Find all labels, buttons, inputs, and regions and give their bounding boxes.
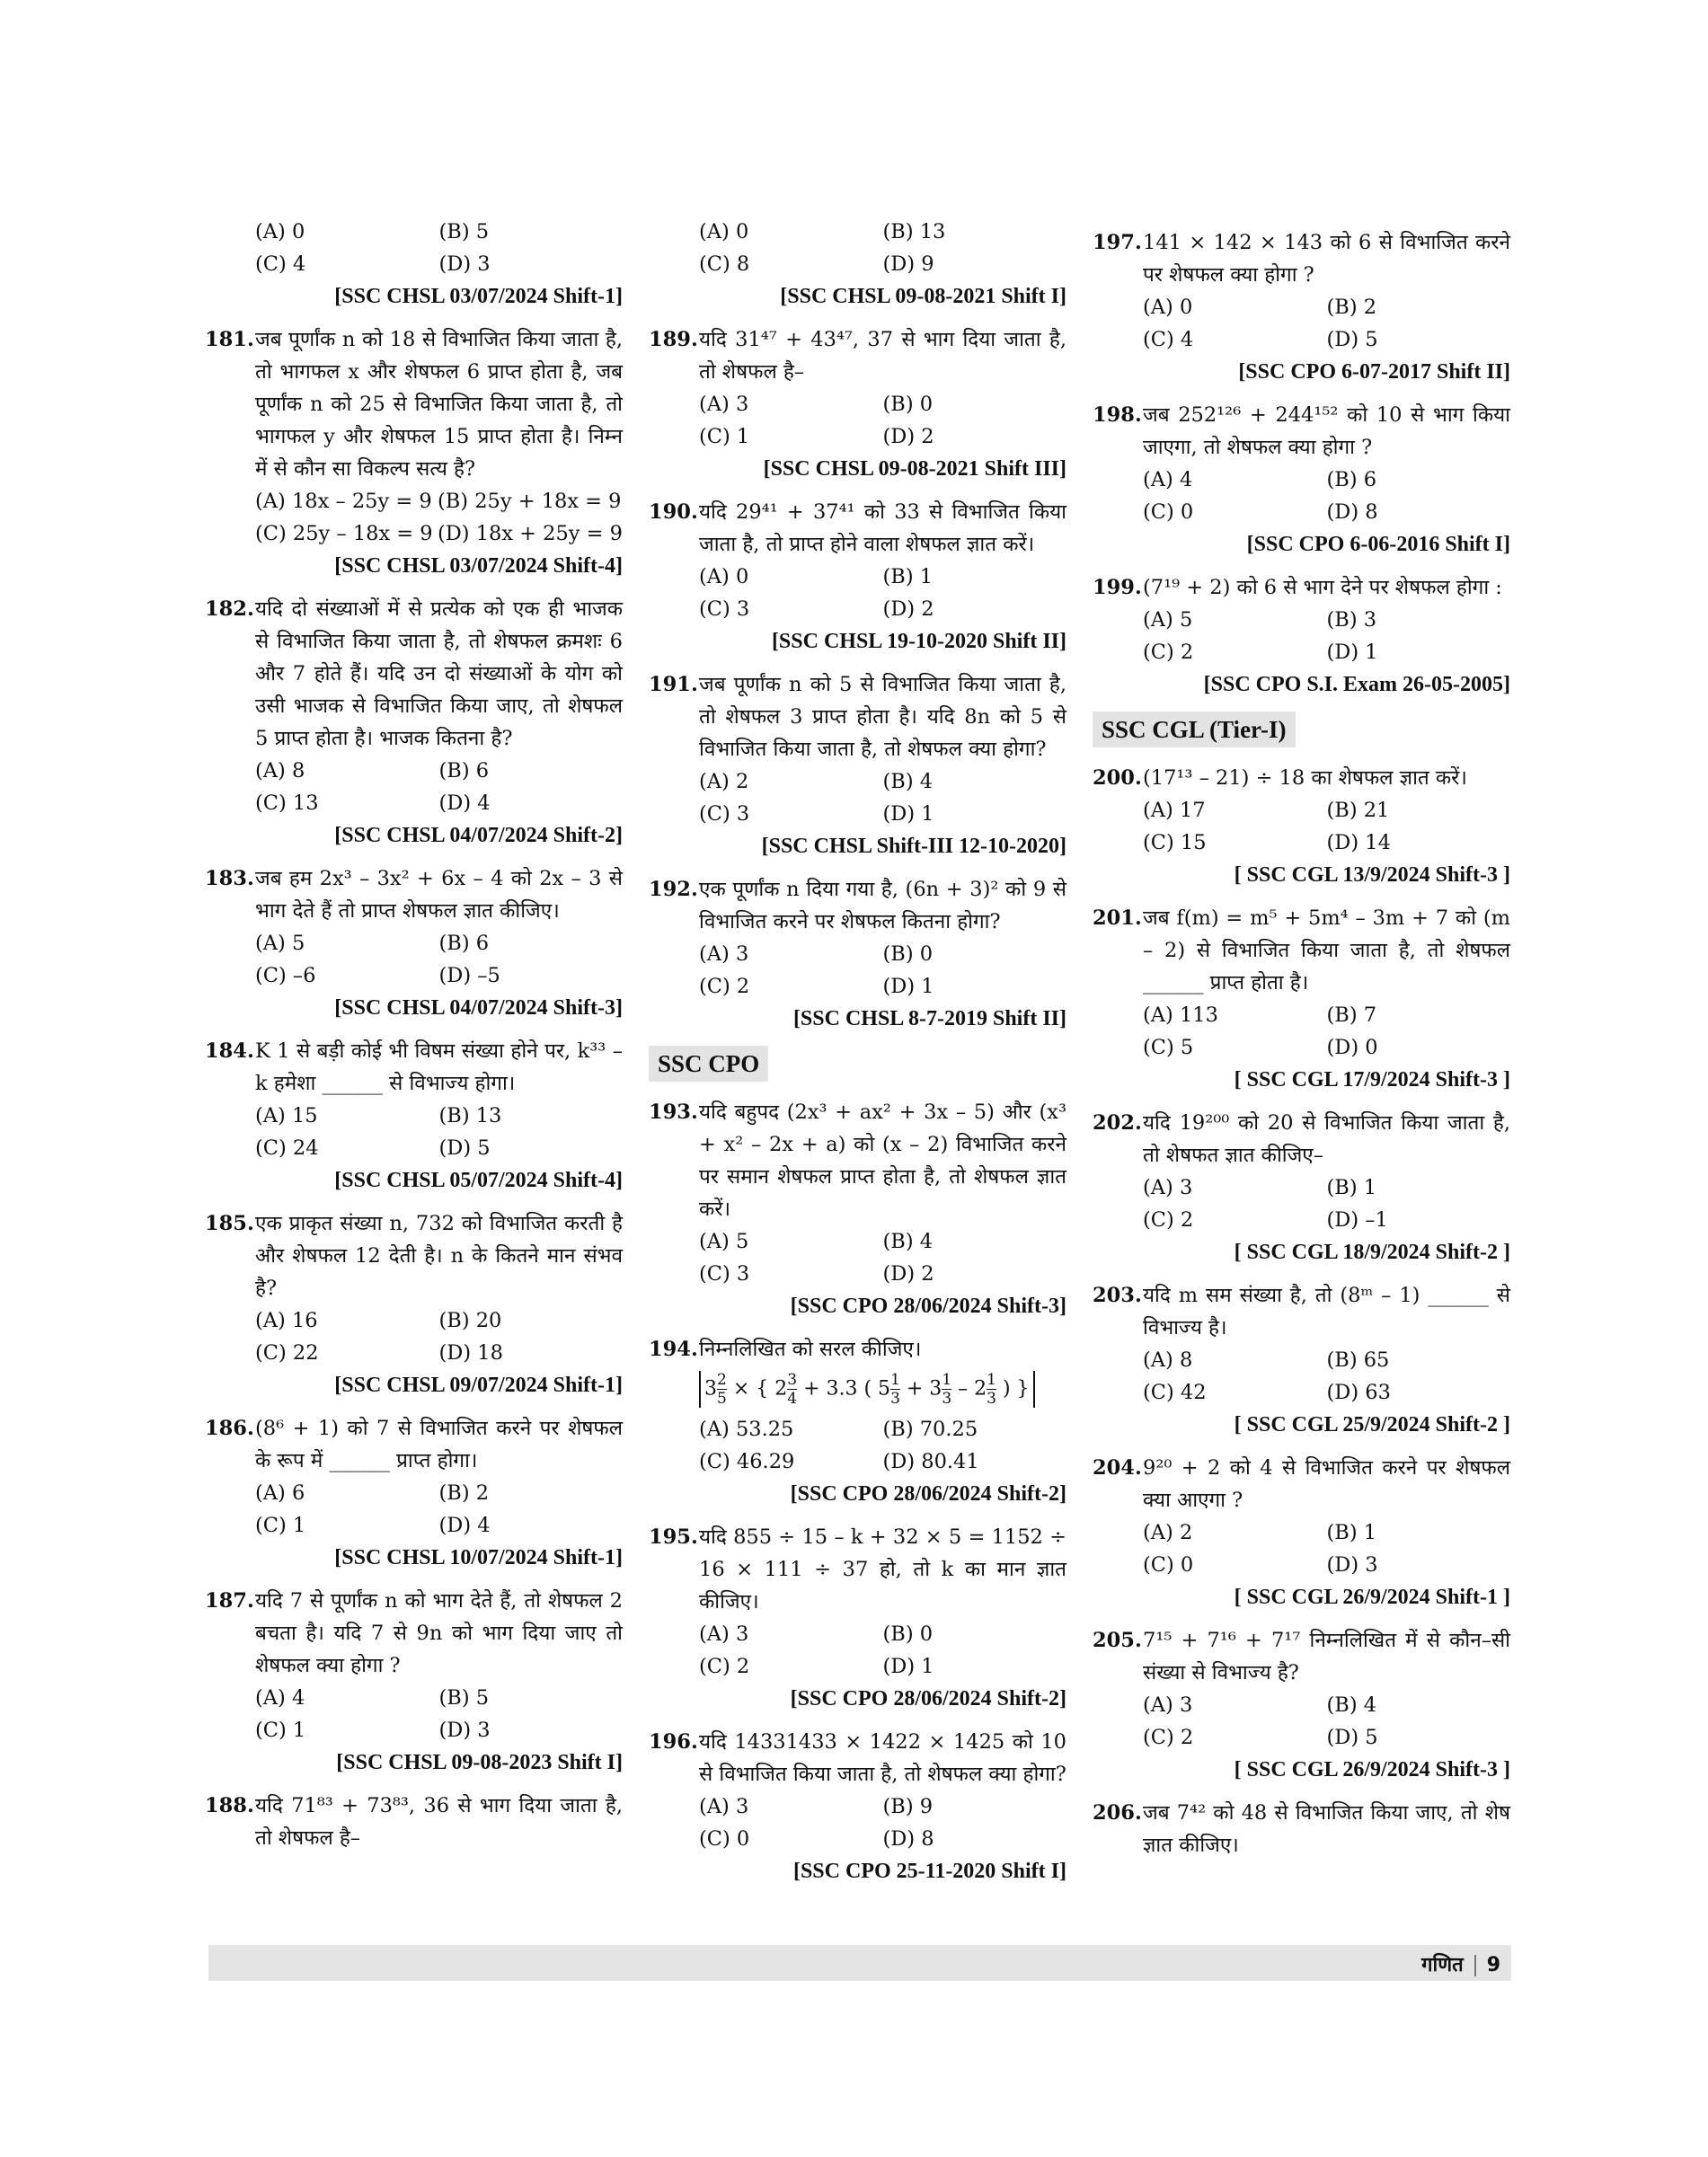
question-text: निम्नलिखित को सरल कीजिए। <box>699 1338 922 1361</box>
question <box>649 1096 1066 1225</box>
question-text: यदि 14331433 × 1422 × 1425 को 10 से विभाजित किया जाता है, तो शेषफल क्या होगा? <box>699 1730 1066 1786</box>
question <box>205 1035 623 1100</box>
answer-option: (C) 0 <box>1143 1553 1194 1577</box>
question-text: K 1 से बड़ी कोई भी विषम संख्या होने पर, k³³ – k हमेशा ______ से विभाज्य होगा। <box>255 1039 623 1095</box>
exam-source: [SSC CHSL 10/07/2024 Shift-1] <box>334 1546 623 1569</box>
answer-options <box>649 388 1066 453</box>
answer-option: (B) 13 <box>438 1104 502 1127</box>
answer-option: (C) 0 <box>699 1827 750 1851</box>
answer-option: (C) 2 <box>699 975 750 998</box>
question-text: यदि 31⁴⁷ + 43⁴⁷, 37 से भाग दिया जाता है, तो शेषफल है– <box>699 328 1066 384</box>
question-number: 194. <box>649 1338 698 1361</box>
answer-option: (C) 8 <box>699 252 750 276</box>
question-block <box>205 323 623 582</box>
question-block <box>649 496 1066 658</box>
question-number: 191. <box>649 673 698 696</box>
answer-option: (D) 1 <box>882 802 934 826</box>
question-block <box>649 1096 1066 1322</box>
question-text: (8⁶ + 1) को 7 से विभाजित करने पर शेषफल के रूप में ______ प्राप्त होगा। <box>255 1417 623 1472</box>
answer-options <box>205 1304 623 1369</box>
answer-options <box>1093 1171 1510 1236</box>
question-number: 195. <box>649 1525 698 1549</box>
answer-options <box>649 1618 1066 1683</box>
question-text: यदि दो संख्याओं में से प्रत्येक को एक ही भाजक से विभाजित किया जाता है, तो शेषफल क्रमशः 6 और 7 होते हैं। यदि उन दो संख्याओं के योग को उसी भाजक से विभाजित किया जाए, तो शेषफल 5 प्राप्त होता है। भाजक कितना है? <box>255 597 623 750</box>
question-number: 193. <box>649 1101 698 1124</box>
answer-option: (B) 6 <box>438 759 490 782</box>
question-text: यदि 855 ÷ 15 – k + 32 × 5 = 1152 ÷ 16 × 111 ÷ 37 हो, तो k का मान ज्ञात कीजिए। <box>699 1525 1066 1613</box>
answer-option: (B) 0 <box>882 393 934 416</box>
exam-source: [SSC CHSL 19-10-2020 Shift II] <box>771 630 1066 653</box>
question-text: 7¹⁵ + 7¹⁶ + 7¹⁷ निम्नलिखित में से कौन–सी संख्या से विभाज्य है? <box>1143 1629 1510 1684</box>
exam-source: [SSC CPO 6-07-2017 Shift II] <box>1238 360 1510 384</box>
answer-option: (B) 2 <box>1326 296 1377 319</box>
exam-source: [ SSC CGL 25/9/2024 Shift-2 ] <box>1234 1413 1510 1437</box>
question-number: 203. <box>1093 1284 1142 1307</box>
answer-option: (C) 42 <box>1143 1381 1207 1404</box>
question-text: (7¹⁹ + 2) को 6 से भाग देने पर शेषफल होगा : <box>1143 576 1502 599</box>
question-text: यदि 19²⁰⁰ को 20 से विभाजित किया जाता है, तो शेषफत ज्ञात कीजिए– <box>1143 1111 1510 1167</box>
answer-option: (B) 2 <box>438 1481 490 1505</box>
question-number: 185. <box>205 1212 254 1235</box>
answer-option: (B) 70.25 <box>882 1418 978 1441</box>
question-number: 204. <box>1093 1456 1142 1480</box>
answer-options <box>205 755 623 819</box>
answer-options <box>1093 794 1510 859</box>
question-number: 199. <box>1093 576 1142 599</box>
question-block <box>1093 762 1510 891</box>
question-block <box>1093 1797 1510 1861</box>
answer-option: (D) –1 <box>1326 1208 1388 1232</box>
answer-options <box>649 1413 1066 1478</box>
question-text: एक पूर्णांक n दिया गया है, (6n + 3)² को 9 से विभाजित करने पर शेषफल कितना होगा? <box>699 878 1066 933</box>
answer-option: (B) 13 <box>882 220 946 243</box>
answer-option: (B) 4 <box>1326 1693 1377 1717</box>
answer-option: (A) 4 <box>255 1686 305 1710</box>
question-number: 198. <box>1093 403 1142 427</box>
answer-option: (C) 1 <box>255 1719 306 1742</box>
question-text: यदि बहुपद (2x³ + ax² + 3x – 5) और (x³ + x² – 2x + a) को (x – 2) विभाजित करने पर समान शेषफल प्राप्त होता है, तो शेषफल ज्ञात करें। <box>699 1101 1066 1221</box>
answer-option: (C) 4 <box>255 252 306 276</box>
answer-option: (C) 3 <box>699 1262 750 1286</box>
answer-option: (A) 3 <box>1143 1693 1193 1717</box>
question-text: यदि 7 से पूर्णांक n को भाग देते हैं, तो शेषफल 2 बचता है। यदि 7 से 9n को भाग दिया जाए तो शेषफल क्या होगा ? <box>255 1589 623 1677</box>
question-block <box>649 1726 1066 1887</box>
exam-source: [SSC CHSL 04/07/2024 Shift-3] <box>334 996 623 1020</box>
question-block <box>205 1790 623 1854</box>
answer-option: (A) 8 <box>255 759 305 782</box>
question <box>649 1726 1066 1790</box>
column-left <box>205 216 623 1854</box>
question-number: 190. <box>649 500 698 524</box>
answer-option: (B) 5 <box>438 1686 490 1710</box>
answer-options <box>1093 464 1510 528</box>
answer-option: (D) 9 <box>882 252 934 276</box>
answer-option: (B) 0 <box>882 942 934 966</box>
answer-options <box>649 765 1066 830</box>
exam-source: [SSC CHSL Shift-III 12-10-2020] <box>761 835 1066 858</box>
answer-option: (A) 3 <box>699 1622 749 1646</box>
exam-source: [ SSC CGL 26/9/2024 Shift-1 ] <box>1234 1586 1510 1609</box>
answer-options <box>649 938 1066 1003</box>
answer-option: (A) 8 <box>1143 1348 1193 1372</box>
answer-option: (B) 6 <box>438 932 490 955</box>
exam-source: [SSC CHSL 03/07/2024 Shift-1] <box>334 285 623 308</box>
answer-option: (B) 20 <box>438 1309 502 1332</box>
question-number: 183. <box>205 867 254 890</box>
answer-option: (A) 17 <box>1143 799 1206 822</box>
question-text: 141 × 142 × 143 को 6 से विभाजित करने पर शेषफल क्या होगा ? <box>1143 231 1510 287</box>
question <box>205 1585 623 1682</box>
answer-option: (D) 14 <box>1326 831 1391 854</box>
question-number: 206. <box>1093 1801 1142 1825</box>
answer-option: (D) 5 <box>1326 328 1378 351</box>
question-number: 196. <box>649 1730 698 1754</box>
question-number: 205. <box>1093 1629 1142 1652</box>
question-block <box>205 593 623 852</box>
exam-source: [SSC CPO 28/06/2024 Shift-2] <box>790 1482 1066 1506</box>
question-block <box>1093 571 1510 701</box>
question-block <box>649 1521 1066 1715</box>
question-text: (17¹³ – 21) ÷ 18 का शेषफल ज्ञात करें। <box>1143 766 1467 790</box>
answer-option: (D) 5 <box>1326 1726 1378 1749</box>
column-right <box>1093 216 1510 1861</box>
answer-option: (C) 24 <box>255 1136 319 1160</box>
exam-source: [SSC CHSL 05/07/2024 Shift-4] <box>334 1169 623 1192</box>
answer-option: (C) –6 <box>255 964 316 987</box>
question-number: 189. <box>649 328 698 351</box>
question-block <box>649 216 1066 313</box>
question-number: 202. <box>1093 1111 1142 1135</box>
question <box>205 1412 623 1477</box>
question-text: जब 252¹²⁶ + 244¹⁵² को 10 से भाग किया जाएगा, तो शेषफल क्या होगा ? <box>1143 403 1510 459</box>
page-footer <box>208 1945 1511 1981</box>
question <box>1093 1797 1510 1861</box>
question <box>205 1207 623 1304</box>
exam-source: [SSC CHSL 09-08-2023 Shift I] <box>336 1751 623 1774</box>
answer-option: (A) 4 <box>1143 468 1193 491</box>
answer-options <box>1093 1689 1510 1754</box>
answer-option: (A) 2 <box>1143 1521 1193 1544</box>
answer-option: (B) 25y + 18x = 9 <box>437 490 622 513</box>
answer-option: (A) 6 <box>255 1481 305 1505</box>
exam-source: [SSC CPO 28/06/2024 Shift-2] <box>790 1687 1066 1711</box>
question-block <box>205 216 623 313</box>
question <box>1093 1624 1510 1689</box>
question <box>649 323 1066 388</box>
answer-option: (A) 53.25 <box>699 1418 794 1441</box>
question <box>1093 399 1510 464</box>
exam-source: [SSC CHSL 8-7-2019 Shift II] <box>792 1007 1066 1030</box>
exam-source: [ SSC CGL 18/9/2024 Shift-2 ] <box>1234 1241 1510 1264</box>
answer-option: (C) 3 <box>699 597 750 621</box>
answer-option: (B) 1 <box>882 565 934 588</box>
question-block <box>1093 399 1510 561</box>
section-heading: SSC CPO <box>649 1046 768 1082</box>
answer-options <box>649 561 1066 625</box>
answer-option: (A) 5 <box>699 1230 749 1253</box>
exam-source: [SSC CHSL 09-08-2021 Shift III] <box>763 457 1066 481</box>
answer-options <box>1093 604 1510 668</box>
question <box>649 668 1066 765</box>
answer-option: (A) 3 <box>699 393 749 416</box>
question-block <box>1093 902 1510 1096</box>
answer-option: (D) 4 <box>438 1514 491 1537</box>
answer-option: (C) 13 <box>255 791 319 815</box>
answer-options <box>205 216 623 280</box>
answer-option: (C) 0 <box>1143 500 1194 524</box>
answer-option: (A) 0 <box>255 220 305 243</box>
question-block <box>1093 226 1510 388</box>
answer-option: (D) 1 <box>882 1655 934 1678</box>
answer-option: (A) 3 <box>699 942 749 966</box>
answer-option: (D) 63 <box>1326 1381 1391 1404</box>
question <box>649 873 1066 938</box>
answer-option: (B) 0 <box>882 1622 934 1646</box>
exam-source: [ SSC CGL 17/9/2024 Shift-3 ] <box>1234 1068 1510 1092</box>
question-text: यदि 71⁸³ + 73⁸³, 36 से भाग दिया जाता है, तो शेषफल है– <box>255 1794 623 1850</box>
question <box>649 1521 1066 1618</box>
answer-option: (D) 80.41 <box>882 1450 979 1473</box>
exam-source: [ SSC CGL 13/9/2024 Shift-3 ] <box>1234 863 1510 887</box>
question-block <box>205 1585 623 1779</box>
answer-option: (C) 25y – 18x = 9 <box>255 522 433 545</box>
question <box>649 1333 1066 1366</box>
question-number: 187. <box>205 1589 254 1613</box>
answer-option: (C) 2 <box>699 1655 750 1678</box>
answer-option: (B) 6 <box>1326 468 1377 491</box>
answer-option: (D) 18 <box>438 1341 503 1365</box>
answer-option: (D) 2 <box>882 597 934 621</box>
answer-option: (C) 22 <box>255 1341 319 1365</box>
answer-option: (D) 3 <box>1326 1553 1378 1577</box>
question-number: 184. <box>205 1039 254 1063</box>
answer-option: (A) 0 <box>1143 296 1193 319</box>
footer-divider <box>1474 1955 1476 1976</box>
question <box>205 593 623 755</box>
footer-subject: गणित <box>1421 1954 1464 1976</box>
answer-options <box>205 485 623 550</box>
exam-source: [SSC CHSL 04/07/2024 Shift-2] <box>334 824 623 847</box>
question-block <box>1093 1624 1510 1786</box>
answer-option: (B) 3 <box>1326 608 1377 632</box>
question-text: एक प्राकृत संख्या n, 732 को विभाजित करती है और शेषफल 12 देती है। n के कितने मान संभव है? <box>255 1212 623 1300</box>
exam-source: [SSC CPO S.I. Exam 26-05-2005] <box>1203 673 1510 696</box>
question-text: जब पूर्णांक n को 5 से विभाजित किया जाता है, तो शेषफल 3 प्राप्त होता है। यदि 8n को 5 से विभाजित किया जाता है, तो शेषफल क्या होगा? <box>699 673 1066 761</box>
question-block <box>649 1333 1066 1510</box>
answer-option: (C) 2 <box>1143 641 1194 664</box>
answer-option: (C) 4 <box>1143 328 1194 351</box>
answer-option: (D) –5 <box>438 964 500 987</box>
answer-option: (A) 0 <box>699 565 749 588</box>
answer-option: (A) 5 <box>1143 608 1193 632</box>
question-block <box>205 1035 623 1197</box>
answer-option: (D) 8 <box>882 1827 934 1851</box>
math-expression: 3 $\frac{2}{5}$ × { 2 $\frac{3}{4}$ + 3.3 ( 5 $\frac{1}{3}$ + 3 $\frac{1}{3}$ – 2 $\frac{1}{3}$ ) } <box>649 1371 1066 1408</box>
question-number: 182. <box>205 597 254 621</box>
answer-option: (B) 5 <box>438 220 490 243</box>
question <box>1093 226 1510 291</box>
answer-option: (D) 2 <box>882 425 934 448</box>
answer-option: (C) 46.29 <box>699 1450 795 1473</box>
question <box>1093 571 1510 604</box>
answer-option: (A) 5 <box>255 932 305 955</box>
answer-option: (A) 3 <box>1143 1176 1193 1199</box>
answer-option: (C) 15 <box>1143 831 1207 854</box>
exam-source: [SSC CHSL 09-08-2021 Shift I] <box>780 285 1066 308</box>
answer-option: (C) 1 <box>699 425 750 448</box>
question <box>1093 1279 1510 1344</box>
answer-option: (B) 4 <box>882 770 934 793</box>
answer-option: (A) 113 <box>1143 1003 1218 1027</box>
answer-option: (D) 5 <box>438 1136 491 1160</box>
question <box>649 496 1066 561</box>
question-text: जब हम 2x³ – 3x² + 6x – 4 को 2x – 3 से भाग देते हैं तो प्राप्त शेषफल ज्ञात कीजिए। <box>255 867 623 923</box>
question-number: 192. <box>649 878 698 901</box>
answer-option: (B) 1 <box>1326 1521 1377 1544</box>
answer-option: (D) 8 <box>1326 500 1378 524</box>
answer-option: (D) 18x + 25y = 9 <box>437 522 623 545</box>
page-number: 9 <box>1486 1954 1500 1976</box>
answer-option: (D) 2 <box>882 1262 934 1286</box>
question-block <box>205 862 623 1024</box>
question-text: जब f(m) = m⁵ + 5m⁴ – 3m + 7 को (m – 2) से विभाजित किया जाता है, तो शेषफल ______ प्राप्त होता है। <box>1143 906 1510 995</box>
answer-option: (A) 15 <box>255 1104 318 1127</box>
exam-source: [SSC CHSL 03/07/2024 Shift-4] <box>334 554 623 578</box>
question-block <box>649 873 1066 1035</box>
answer-option: (C) 1 <box>255 1514 306 1537</box>
answer-option: (A) 2 <box>699 770 749 793</box>
answer-option: (A) 0 <box>699 220 749 243</box>
question-block <box>205 1207 623 1401</box>
question-block <box>1093 1107 1510 1269</box>
answer-options <box>1093 1344 1510 1409</box>
exam-source: [SSC CPO 25-11-2020 Shift I] <box>792 1860 1066 1883</box>
question-number: 188. <box>205 1794 254 1817</box>
answer-option: (A) 18x – 25y = 9 <box>255 490 432 513</box>
answer-options <box>649 1790 1066 1855</box>
question <box>1093 902 1510 999</box>
exam-source: [ SSC CGL 26/9/2024 Shift-3 ] <box>1234 1758 1510 1781</box>
answer-options <box>205 1682 623 1746</box>
question-text: जब पूर्णांक n को 18 से विभाजित किया जाता है, तो भागफल x और शेषफल 6 प्राप्त होता है, जब पूर्णांक n को 25 से विभाजित किया जाता है, तो भागफल y और शेषफल 15 प्राप्त होता है। निम्न में से कौन सा विकल्प सत्य है? <box>255 328 623 481</box>
question-number: 186. <box>205 1417 254 1440</box>
column-middle <box>649 216 1066 1887</box>
question-block <box>649 323 1066 485</box>
section-heading: SSC CGL (Tier-I) <box>1093 712 1296 747</box>
answer-option: (B) 1 <box>1326 1176 1377 1199</box>
question-text: यदि m सम संख्या है, तो (8ᵐ – 1) ______ से विभाज्य है। <box>1143 1284 1510 1339</box>
answer-option: (B) 9 <box>882 1795 934 1818</box>
answer-options <box>205 927 623 992</box>
answer-option: (A) 16 <box>255 1309 318 1332</box>
answer-options <box>205 1100 623 1164</box>
answer-option: (D) 3 <box>438 1719 491 1742</box>
question <box>1093 762 1510 794</box>
question-text: जब 7⁴² को 48 से विभाजित किया जाए, तो शेष ज्ञात कीजिए। <box>1143 1801 1510 1857</box>
answer-option: (B) 4 <box>882 1230 934 1253</box>
question-number: 200. <box>1093 766 1142 790</box>
answer-options <box>1093 999 1510 1064</box>
answer-options <box>1093 291 1510 356</box>
question <box>205 862 623 927</box>
question-number: 201. <box>1093 906 1142 930</box>
answer-option: (D) 0 <box>1326 1036 1378 1059</box>
answer-option: (C) 2 <box>1143 1726 1194 1749</box>
answer-option: (D) 3 <box>438 252 491 276</box>
answer-options <box>649 216 1066 280</box>
answer-option: (D) 4 <box>438 791 491 815</box>
answer-option: (B) 7 <box>1326 1003 1377 1027</box>
question-text: यदि 29⁴¹ + 37⁴¹ को 33 से विभाजित किया जाता है, तो प्राप्त होने वाला शेषफल ज्ञात करें। <box>699 500 1066 556</box>
question-text: 9²⁰ + 2 को 4 से विभाजित करने पर शेषफल क्या आएगा ? <box>1143 1456 1510 1512</box>
answer-options <box>649 1225 1066 1290</box>
exam-source: [SSC CHSL 09/07/2024 Shift-1] <box>334 1374 623 1397</box>
answer-options <box>1093 1516 1510 1581</box>
question <box>205 323 623 485</box>
answer-option: (D) 1 <box>1326 641 1378 664</box>
answer-option: (C) 5 <box>1143 1036 1194 1059</box>
answer-option: (C) 2 <box>1143 1208 1194 1232</box>
answer-options <box>205 1477 623 1542</box>
question <box>1093 1107 1510 1171</box>
exam-source: [SSC CPO 6-06-2016 Shift I] <box>1246 533 1510 556</box>
question-block <box>1093 1452 1510 1613</box>
answer-option: (C) 3 <box>699 802 750 826</box>
question-number: 197. <box>1093 231 1142 254</box>
exam-source: [SSC CPO 28/06/2024 Shift-3] <box>790 1295 1066 1318</box>
question <box>1093 1452 1510 1516</box>
question-block <box>1093 1279 1510 1441</box>
question-block <box>649 668 1066 862</box>
answer-option: (D) 1 <box>882 975 934 998</box>
question <box>205 1790 623 1854</box>
answer-option: (B) 21 <box>1326 799 1390 822</box>
answer-option: (B) 65 <box>1326 1348 1390 1372</box>
question-block <box>205 1412 623 1574</box>
question-number: 181. <box>205 328 254 351</box>
answer-option: (A) 3 <box>699 1795 749 1818</box>
